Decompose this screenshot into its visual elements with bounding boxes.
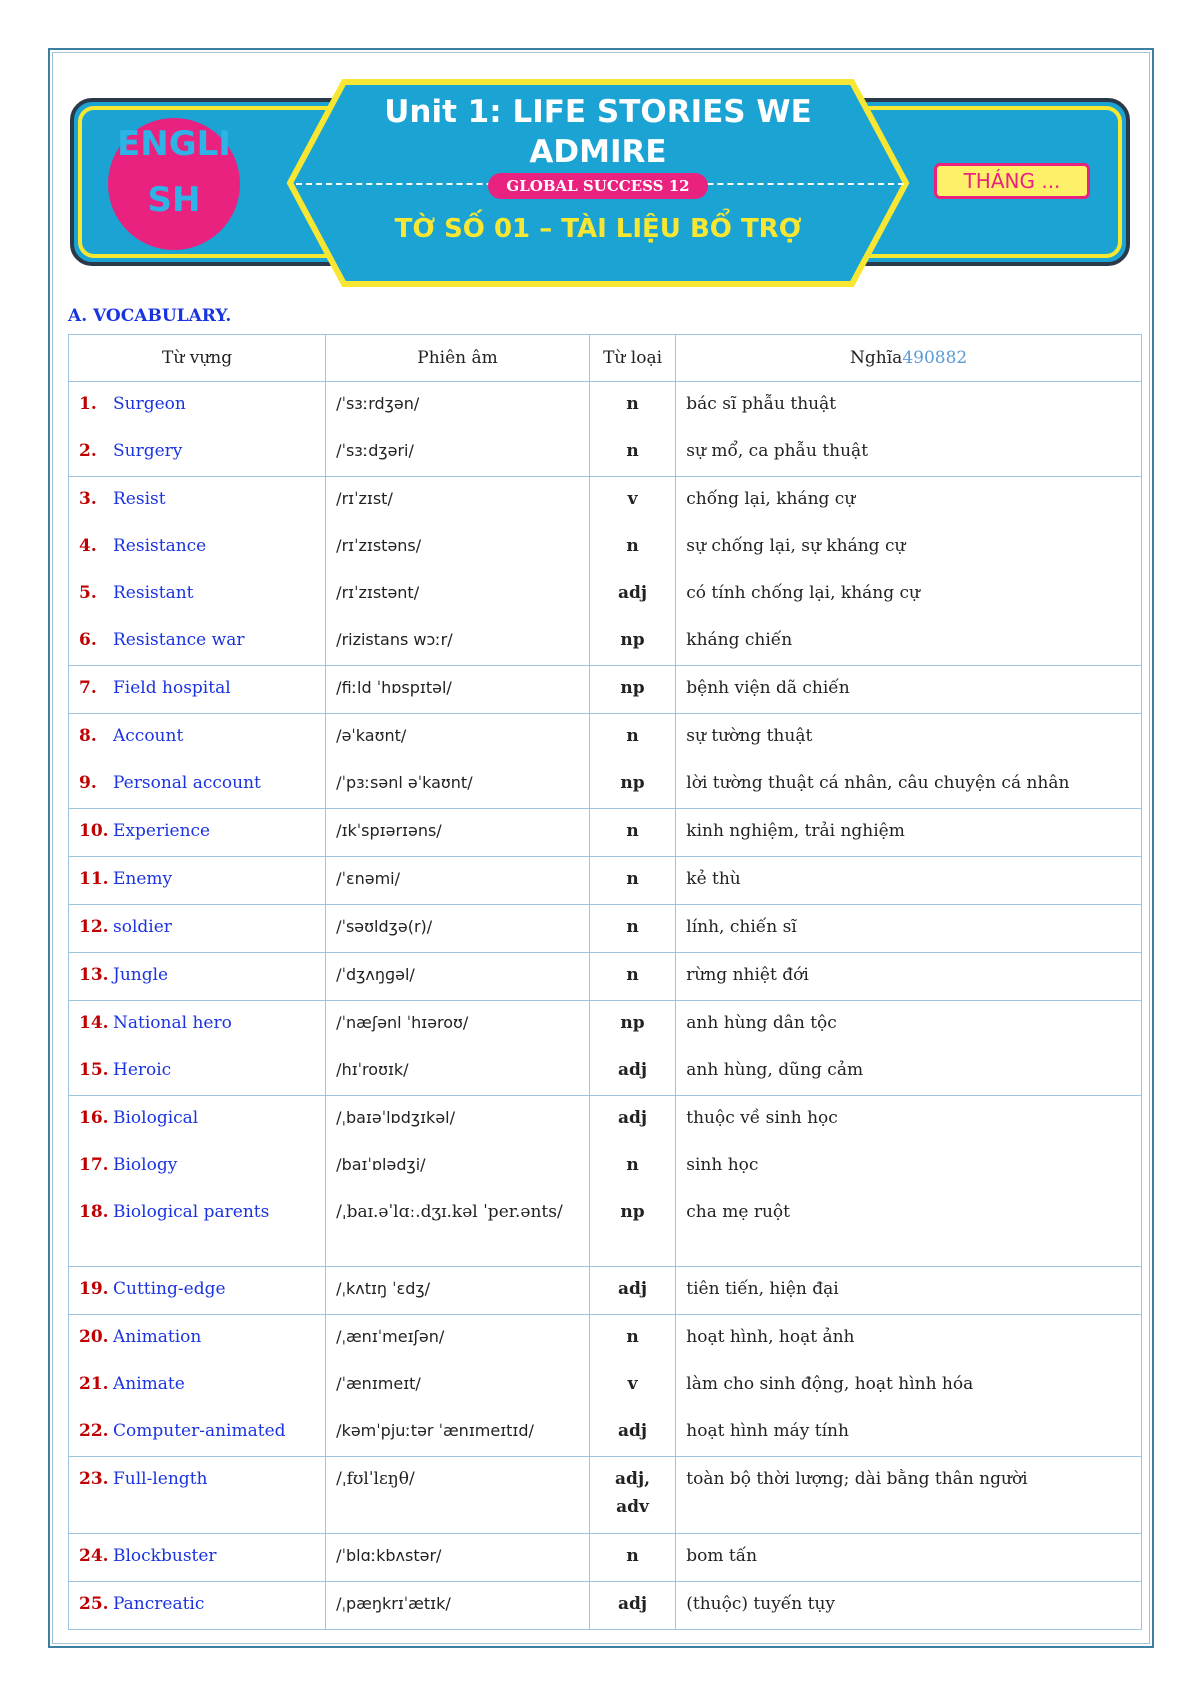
entry-word: Pancreatic bbox=[113, 1594, 205, 1614]
vocab-entry bbox=[79, 1048, 315, 1095]
entry-pronunciation: /baɪˈɒlədʒi/ bbox=[336, 1155, 426, 1174]
table-row bbox=[69, 1096, 1142, 1267]
table-row bbox=[69, 1534, 1142, 1582]
entry-part-of-speech: n bbox=[626, 1546, 639, 1566]
entry-pronunciation: /ˈsɜːdʒəri/ bbox=[336, 441, 414, 460]
pos-cell bbox=[589, 1534, 675, 1582]
entry-meaning: làm cho sinh động, hoạt hình hóa bbox=[686, 1374, 974, 1394]
entry-meaning: anh hùng dân tộc bbox=[686, 1013, 837, 1033]
word-cell bbox=[69, 1534, 326, 1582]
entry-part-of-speech: np bbox=[620, 773, 645, 793]
entry-pronunciation: /ˈdʒʌŋɡəl/ bbox=[336, 965, 415, 984]
vocabulary-table bbox=[68, 334, 1142, 1630]
entry-word: Experience bbox=[113, 821, 211, 841]
entry-word: Account bbox=[113, 726, 184, 746]
word-cell bbox=[69, 1315, 326, 1457]
entry-meaning: cha mẹ ruột bbox=[686, 1202, 791, 1222]
entry-part-of-speech: n bbox=[626, 1327, 639, 1347]
entry-pronunciation: /ˈblɑːkbʌstər/ bbox=[336, 1546, 442, 1565]
vocab-entry bbox=[79, 1001, 315, 1048]
pos-cell bbox=[589, 666, 675, 714]
table-row bbox=[69, 1001, 1142, 1096]
entry-number: 25. bbox=[79, 1594, 109, 1614]
ipa-cell bbox=[326, 477, 590, 666]
entry-number: 1. bbox=[79, 394, 97, 414]
entry-word: Biological parents bbox=[113, 1202, 270, 1222]
unit-title: Unit 1: LIFE STORIES WE ADMIRE bbox=[384, 94, 812, 170]
vocab-entry bbox=[79, 1190, 315, 1266]
entry-part-of-speech: n bbox=[626, 821, 639, 841]
entry-part-of-speech: np bbox=[620, 1202, 645, 1222]
table-body bbox=[69, 382, 1142, 1630]
ipa-cell bbox=[326, 382, 590, 477]
table-row bbox=[69, 809, 1142, 857]
vocab-entry bbox=[79, 714, 315, 761]
entry-part-of-speech: n bbox=[626, 726, 639, 746]
entry-meaning: sự mổ, ca phẫu thuật bbox=[686, 441, 869, 461]
pos-cell bbox=[589, 1267, 675, 1315]
meaning-cell bbox=[676, 1457, 1142, 1534]
entry-meaning: kháng chiến bbox=[686, 630, 793, 650]
table-row bbox=[69, 953, 1142, 1001]
entry-part-of-speech: adj bbox=[618, 1421, 648, 1441]
entry-word: Resist bbox=[113, 489, 166, 509]
month-badge: THÁNG ... bbox=[934, 163, 1090, 199]
entry-part-of-speech: np bbox=[620, 678, 645, 698]
entry-word: Heroic bbox=[113, 1060, 172, 1080]
pos-cell bbox=[589, 857, 675, 905]
vocab-entry bbox=[79, 618, 315, 665]
entry-meaning: rừng nhiệt đới bbox=[686, 965, 809, 985]
pos-cell bbox=[589, 953, 675, 1001]
vocab-entry bbox=[79, 1267, 315, 1314]
word-cell bbox=[69, 382, 326, 477]
entry-word: Computer-animated bbox=[113, 1421, 286, 1441]
meaning-cell bbox=[676, 714, 1142, 809]
vocab-entry bbox=[79, 1534, 315, 1581]
vocab-entry bbox=[79, 666, 315, 713]
entry-part-of-speech: adj, adv bbox=[615, 1469, 651, 1517]
word-cell bbox=[69, 1582, 326, 1630]
header-meaning-code: 490882 bbox=[902, 348, 968, 368]
entry-number: 21. bbox=[79, 1374, 109, 1394]
pos-cell bbox=[589, 809, 675, 857]
vocab-entry bbox=[79, 1457, 315, 1533]
series-badge: GLOBAL SUCCESS 12 bbox=[488, 173, 708, 199]
entry-pronunciation: /rɪˈzɪst/ bbox=[336, 489, 393, 508]
meaning-cell bbox=[676, 1267, 1142, 1315]
entry-part-of-speech: np bbox=[620, 630, 645, 650]
pos-cell bbox=[589, 1457, 675, 1534]
entry-part-of-speech: adj bbox=[618, 1060, 648, 1080]
entry-number: 20. bbox=[79, 1327, 109, 1347]
entry-number: 3. bbox=[79, 489, 97, 509]
ipa-cell bbox=[326, 809, 590, 857]
entry-number: 10. bbox=[79, 821, 109, 841]
entry-word: Enemy bbox=[113, 869, 173, 889]
word-cell bbox=[69, 857, 326, 905]
entry-part-of-speech: adj bbox=[618, 583, 648, 603]
entry-pronunciation: /ˌænɪˈmeɪʃən/ bbox=[336, 1327, 445, 1346]
entry-meaning: chống lại, kháng cự bbox=[686, 489, 856, 509]
word-cell bbox=[69, 1001, 326, 1096]
entry-pronunciation: /ˈnæʃənl ˈhɪəroʊ/ bbox=[336, 1013, 469, 1032]
entry-number: 22. bbox=[79, 1421, 109, 1441]
entry-number: 11. bbox=[79, 869, 109, 889]
header-meaning bbox=[676, 335, 1142, 382]
header-pos: Từ loại bbox=[589, 335, 675, 382]
entry-word: Jungle bbox=[113, 965, 169, 985]
entry-meaning: bệnh viện dã chiến bbox=[686, 678, 850, 698]
entry-number: 8. bbox=[79, 726, 97, 746]
ipa-cell bbox=[326, 905, 590, 953]
vocab-entry bbox=[79, 524, 315, 571]
vocab-entry bbox=[79, 1362, 315, 1409]
entry-word: Blockbuster bbox=[113, 1546, 217, 1566]
section-heading: A. VOCABULARY. bbox=[68, 306, 232, 326]
word-cell bbox=[69, 666, 326, 714]
entry-pronunciation: /rɪˈzɪstəns/ bbox=[336, 536, 422, 555]
entry-word: Biological bbox=[113, 1108, 199, 1128]
vocab-entry bbox=[79, 1143, 315, 1190]
entry-part-of-speech: v bbox=[627, 489, 638, 509]
entry-meaning: có tính chống lại, kháng cự bbox=[686, 583, 921, 603]
entry-meaning: hoạt hình, hoạt ảnh bbox=[686, 1327, 855, 1347]
entry-word: Personal account bbox=[113, 773, 261, 793]
vocab-entry bbox=[79, 1315, 315, 1362]
word-cell bbox=[69, 1096, 326, 1267]
word-cell bbox=[69, 905, 326, 953]
word-cell bbox=[69, 714, 326, 809]
pos-cell bbox=[589, 382, 675, 477]
table-row bbox=[69, 714, 1142, 809]
entry-word: National hero bbox=[113, 1013, 232, 1033]
entry-part-of-speech: v bbox=[627, 1374, 638, 1394]
table-row bbox=[69, 666, 1142, 714]
meaning-cell bbox=[676, 1582, 1142, 1630]
word-cell bbox=[69, 1267, 326, 1315]
vocab-entry bbox=[79, 809, 315, 856]
header-ipa: Phiên âm bbox=[326, 335, 590, 382]
entry-meaning: sự chống lại, sự kháng cự bbox=[686, 536, 906, 556]
entry-pronunciation: /ˈsəʊldʒə(r)/ bbox=[336, 917, 433, 936]
entry-meaning: kẻ thù bbox=[686, 869, 741, 889]
pos-cell bbox=[589, 477, 675, 666]
vocab-entry bbox=[79, 953, 315, 1000]
entry-part-of-speech: adj bbox=[618, 1279, 648, 1299]
entry-pronunciation: /fiːld ˈhɒspɪtəl/ bbox=[336, 678, 452, 697]
entry-word: Resistance war bbox=[113, 630, 245, 650]
sheet-title: TỜ SỐ 01 – TÀI LIỆU BỔ TRỢ bbox=[394, 214, 802, 244]
table-row bbox=[69, 477, 1142, 666]
entry-pronunciation: /ˌkʌtɪŋ ˈɛdʒ/ bbox=[336, 1279, 430, 1298]
entry-pronunciation: /ˈpɜːsənl əˈkaʊnt/ bbox=[336, 773, 473, 792]
entry-word: Surgery bbox=[113, 441, 183, 461]
ipa-cell bbox=[326, 1001, 590, 1096]
entry-meaning: sự tường thuật bbox=[686, 726, 813, 746]
meaning-cell bbox=[676, 953, 1142, 1001]
pos-cell bbox=[589, 1582, 675, 1630]
ipa-cell bbox=[326, 953, 590, 1001]
entry-meaning: anh hùng, dũng cảm bbox=[686, 1060, 864, 1080]
entry-meaning: thuộc về sinh học bbox=[686, 1108, 838, 1128]
entry-word: Full-length bbox=[113, 1469, 208, 1489]
ipa-cell bbox=[326, 1582, 590, 1630]
meaning-cell bbox=[676, 809, 1142, 857]
entry-pronunciation: /əˈkaʊnt/ bbox=[336, 726, 407, 745]
vocab-entry bbox=[79, 477, 315, 524]
entry-number: 6. bbox=[79, 630, 97, 650]
header-meaning-label: Nghĩa bbox=[850, 348, 903, 368]
entry-word: Resistant bbox=[113, 583, 194, 603]
table-row bbox=[69, 1315, 1142, 1457]
entry-number: 23. bbox=[79, 1469, 109, 1489]
entry-part-of-speech: np bbox=[620, 1013, 645, 1033]
entry-pronunciation: /hɪˈroʊɪk/ bbox=[336, 1060, 409, 1079]
entry-number: 7. bbox=[79, 678, 97, 698]
ipa-cell bbox=[326, 1534, 590, 1582]
entry-meaning: kinh nghiệm, trải nghiệm bbox=[686, 821, 905, 841]
pos-cell bbox=[589, 1001, 675, 1096]
entry-part-of-speech: n bbox=[626, 441, 639, 461]
meaning-cell bbox=[676, 1096, 1142, 1267]
vocab-entry bbox=[79, 1582, 315, 1629]
entry-meaning: tiên tiến, hiện đại bbox=[686, 1279, 839, 1299]
ipa-cell bbox=[326, 666, 590, 714]
table-row bbox=[69, 1267, 1142, 1315]
pos-cell bbox=[589, 714, 675, 809]
vocab-entry bbox=[79, 905, 315, 952]
entry-word: Animation bbox=[113, 1327, 202, 1347]
entry-number: 12. bbox=[79, 917, 109, 937]
ipa-cell bbox=[326, 1315, 590, 1457]
pos-cell bbox=[589, 1096, 675, 1267]
entry-meaning: bom tấn bbox=[686, 1546, 758, 1566]
entry-number: 9. bbox=[79, 773, 97, 793]
meaning-cell bbox=[676, 905, 1142, 953]
entry-pronunciation: /ˈænɪmeɪt/ bbox=[336, 1374, 421, 1393]
table-row bbox=[69, 1457, 1142, 1534]
pos-cell bbox=[589, 905, 675, 953]
entry-part-of-speech: n bbox=[626, 917, 639, 937]
meaning-cell bbox=[676, 857, 1142, 905]
meaning-cell bbox=[676, 1534, 1142, 1582]
entry-number: 24. bbox=[79, 1546, 109, 1566]
entry-word: Cutting-edge bbox=[113, 1279, 226, 1299]
ipa-cell bbox=[326, 1267, 590, 1315]
meaning-cell bbox=[676, 666, 1142, 714]
entry-number: 15. bbox=[79, 1060, 109, 1080]
entry-part-of-speech: adj bbox=[618, 1108, 648, 1128]
table-row bbox=[69, 382, 1142, 477]
entry-pronunciation: /rɪˈzɪstənt/ bbox=[336, 583, 420, 602]
logo-text: ENGLISH bbox=[117, 124, 231, 220]
entry-number: 18. bbox=[79, 1202, 109, 1222]
ipa-cell bbox=[326, 1457, 590, 1534]
entry-number: 16. bbox=[79, 1108, 109, 1128]
word-cell bbox=[69, 477, 326, 666]
entry-meaning: lính, chiến sĩ bbox=[686, 917, 797, 937]
table-row bbox=[69, 1582, 1142, 1630]
entry-pronunciation: /ˌpæŋkrɪˈætɪk/ bbox=[336, 1594, 451, 1613]
entry-number: 19. bbox=[79, 1279, 109, 1299]
vocab-entry bbox=[79, 857, 315, 904]
entry-meaning: sinh học bbox=[686, 1155, 759, 1175]
entry-word: Biology bbox=[113, 1155, 178, 1175]
entry-number: 5. bbox=[79, 583, 97, 603]
meaning-cell bbox=[676, 1315, 1142, 1457]
entry-number: 13. bbox=[79, 965, 109, 985]
vocab-entry bbox=[79, 571, 315, 618]
entry-pronunciation: /ˈɛnəmi/ bbox=[336, 869, 401, 888]
entry-pronunciation: /rizistans wɔːr/ bbox=[336, 630, 453, 649]
pos-cell bbox=[589, 1315, 675, 1457]
meaning-cell bbox=[676, 477, 1142, 666]
meaning-cell bbox=[676, 382, 1142, 477]
table-header-row bbox=[69, 335, 1142, 382]
ipa-cell bbox=[326, 1096, 590, 1267]
meaning-cell bbox=[676, 1001, 1142, 1096]
entry-pronunciation: /kəmˈpjuːtər ˈænɪmeɪtɪd/ bbox=[336, 1421, 534, 1440]
entry-meaning: bác sĩ phẫu thuật bbox=[686, 394, 837, 414]
entry-number: 17. bbox=[79, 1155, 109, 1175]
vocab-entry bbox=[79, 1409, 315, 1456]
entry-pronunciation: /ˈsɜːrdʒən/ bbox=[336, 394, 420, 413]
ipa-cell bbox=[326, 714, 590, 809]
vocab-entry bbox=[79, 1096, 315, 1143]
vocab-entry bbox=[79, 382, 315, 429]
word-cell bbox=[69, 809, 326, 857]
entry-part-of-speech: n bbox=[626, 394, 639, 414]
entry-word: Field hospital bbox=[113, 678, 231, 698]
entry-number: 2. bbox=[79, 441, 97, 461]
word-cell bbox=[69, 1457, 326, 1534]
header-word: Từ vựng bbox=[69, 335, 326, 382]
entry-meaning: hoạt hình máy tính bbox=[686, 1421, 849, 1441]
entry-number: 4. bbox=[79, 536, 97, 556]
entry-word: soldier bbox=[113, 917, 172, 937]
table-row bbox=[69, 905, 1142, 953]
entry-part-of-speech: n bbox=[626, 1155, 639, 1175]
entry-part-of-speech: n bbox=[626, 965, 639, 985]
entry-part-of-speech: adj bbox=[618, 1594, 648, 1614]
ipa-cell bbox=[326, 857, 590, 905]
vocab-entry bbox=[79, 429, 315, 476]
word-cell bbox=[69, 953, 326, 1001]
entry-part-of-speech: n bbox=[626, 869, 639, 889]
entry-meaning: (thuộc) tuyến tụy bbox=[686, 1594, 835, 1614]
entry-meaning: lời tường thuật cá nhân, câu chuyện cá nhân bbox=[686, 773, 1070, 793]
entry-word: Animate bbox=[113, 1374, 185, 1394]
entry-pronunciation: /ˌbaɪəˈlɒdʒɪkəl/ bbox=[336, 1108, 455, 1127]
entry-pronunciation: /ɪkˈspɪərɪəns/ bbox=[336, 821, 442, 840]
entry-pronunciation: /ˌbaɪ.əˈlɑː.dʒɪ.kəl ˈper.ənts/ bbox=[336, 1202, 563, 1222]
vocab-entry bbox=[79, 761, 315, 808]
entry-part-of-speech: n bbox=[626, 536, 639, 556]
entry-meaning: toàn bộ thời lượng; dài bằng thân người bbox=[686, 1469, 1028, 1489]
entry-word: Surgeon bbox=[113, 394, 186, 414]
entry-pronunciation: /ˌfʊlˈlɛŋθ/ bbox=[336, 1469, 415, 1489]
table-row bbox=[69, 857, 1142, 905]
entry-word: Resistance bbox=[113, 536, 207, 556]
entry-number: 14. bbox=[79, 1013, 109, 1033]
